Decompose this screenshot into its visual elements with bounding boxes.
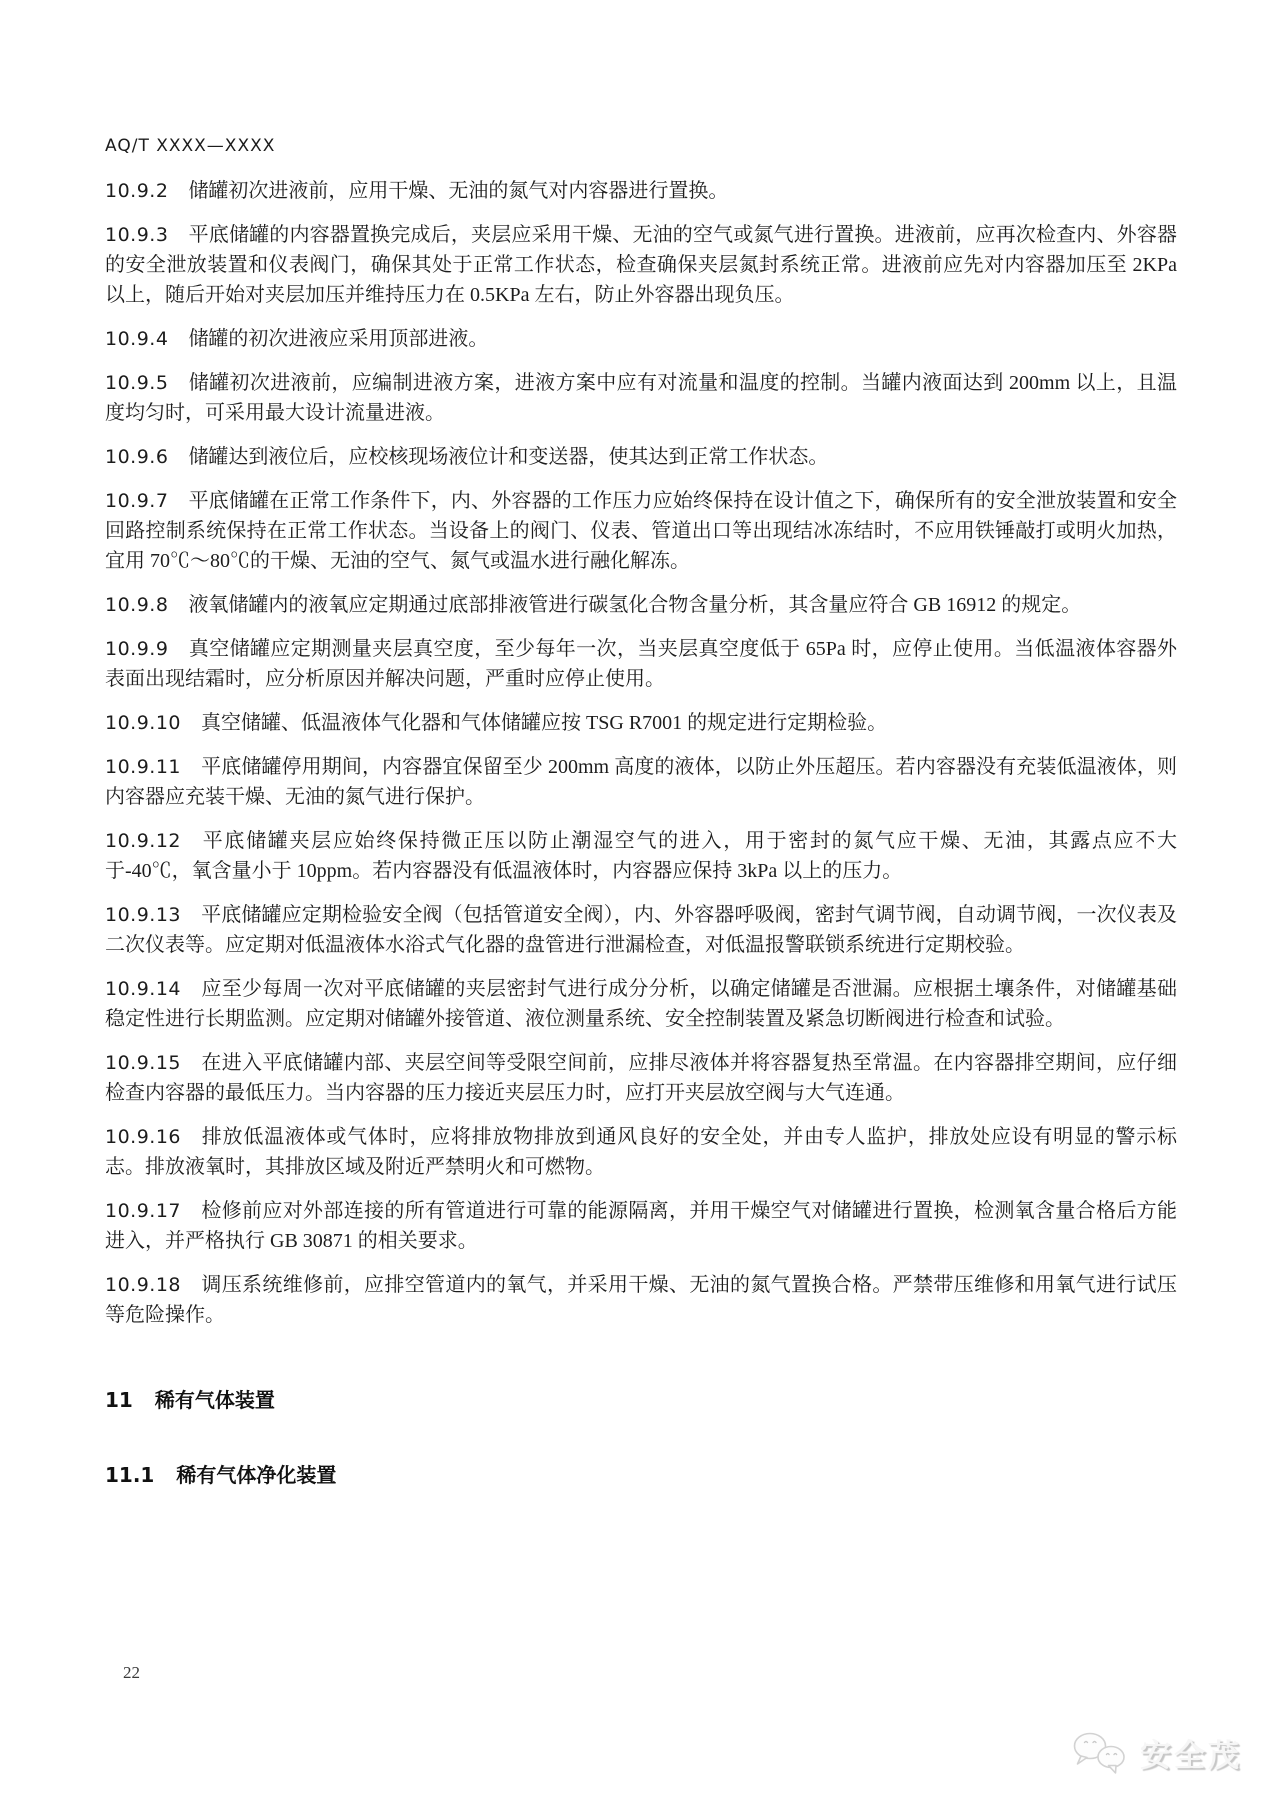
clause-list	[105, 176, 1177, 1330]
clause-paragraph	[105, 176, 1177, 206]
clause-number: 10.9.14	[105, 978, 182, 1000]
clause-text: 平底储罐应定期检验安全阀（包括管道安全阀），内、外容器呼吸阀，密封气调节阀，自动调节阀，一次仪表及二次仪表等。应定期对低温液体水浴式气化器的盘管进行泄漏检查，对低温报警联锁系统进行定期校验。	[105, 904, 1177, 956]
clause-number: 10.9.11	[105, 756, 182, 778]
clause-paragraph	[105, 1270, 1177, 1330]
section-number: 11.1	[105, 1463, 155, 1487]
clause-paragraph	[105, 1196, 1177, 1256]
clause-text: 储罐初次进液前，应用干燥、无油的氮气对内容器进行置换。	[188, 180, 729, 202]
clause-paragraph	[105, 590, 1177, 620]
clause-paragraph	[105, 1048, 1177, 1108]
section-title: 稀有气体净化装置	[176, 1465, 337, 1487]
clause-paragraph	[105, 486, 1177, 576]
clause-number: 10.9.2	[105, 180, 169, 202]
document-body	[105, 176, 1177, 1488]
clause-text: 液氧储罐内的液氧应定期通过底部排液管进行碳氢化合物含量分析，其含量应符合 GB 16912 的规定。	[188, 594, 1082, 616]
section-heading-11	[105, 1384, 1177, 1413]
standard-code-header: AQ/T XXXX—XXXX	[105, 136, 276, 156]
section-number: 11	[105, 1388, 133, 1412]
clause-text: 调压系统维修前，应排空管道内的氧气，并采用干燥、无油的氮气置换合格。严禁带压维修和用氧气进行试压等危险操作。	[105, 1274, 1177, 1326]
clause-paragraph	[105, 708, 1177, 738]
clause-number: 10.9.9	[105, 638, 169, 660]
clause-number: 10.9.15	[105, 1052, 182, 1074]
clause-paragraph	[105, 900, 1177, 960]
clause-text: 储罐初次进液前，应编制进液方案，进液方案中应有对流量和温度的控制。当罐内液面达到 200mm 以上，且温度均匀时，可采用最大设计流量进液。	[105, 372, 1177, 424]
clause-number: 10.9.13	[105, 904, 182, 926]
clause-text: 储罐的初次进液应采用顶部进液。	[188, 328, 489, 350]
clause-paragraph	[105, 442, 1177, 472]
section-heading-11-1	[105, 1459, 1177, 1488]
clause-text: 平底储罐的内容器置换完成后，夹层应采用干燥、无油的空气或氮气进行置换。进液前，应再次检查内、外容器的安全泄放装置和仪表阀门，确保其处于正常工作状态，检查确保夹层氮封系统正常。进液前应先对内容器加压至 2KPa 以上，随后开始对夹层加压并维持压力在 0.5KPa 左右，防止外容器出现负压。	[105, 224, 1177, 306]
clause-paragraph	[105, 220, 1177, 310]
clause-paragraph	[105, 974, 1177, 1034]
clause-number: 10.9.18	[105, 1274, 182, 1296]
clause-number: 10.9.4	[105, 328, 169, 350]
clause-number: 10.9.12	[105, 830, 182, 852]
clause-text: 平底储罐夹层应始终保持微正压以防止潮湿空气的进入，用于密封的氮气应干燥、无油，其露点应不大于-40℃，氧含量小于 10ppm。若内容器没有低温液体时，内容器应保持 3kPa 以上的压力。	[105, 830, 1177, 882]
clause-number: 10.9.17	[105, 1200, 182, 1222]
clause-number: 10.9.10	[105, 712, 182, 734]
clause-number: 10.9.7	[105, 490, 169, 512]
clause-text: 平底储罐在正常工作条件下，内、外容器的工作压力应始终保持在设计值之下，确保所有的安全泄放装置和安全回路控制系统保持在正常工作状态。当设备上的阀门、仪表、管道出口等出现结冰冻结时，不应用铁锤敲打或明火加热，宜用 70℃～80℃的干燥、无油的空气、氮气或温水进行融化解冻。	[105, 490, 1177, 572]
page-number: 22	[123, 1663, 140, 1682]
clause-text: 真空储罐应定期测量夹层真空度，至少每年一次，当夹层真空度低于 65Pa 时，应停止使用。当低温液体容器外表面出现结霜时，应分析原因并解决问题，严重时应停止使用。	[105, 638, 1177, 690]
watermark-text: 安全茂	[1140, 1738, 1242, 1773]
clause-text: 排放低温液体或气体时，应将排放物排放到通风良好的安全处，并由专人监护，排放处应设有明显的警示标志。排放液氧时，其排放区域及附近严禁明火和可燃物。	[105, 1126, 1177, 1178]
clause-text: 检修前应对外部连接的所有管道进行可靠的能源隔离，并用干燥空气对储罐进行置换，检测氧含量合格后方能进入，并严格执行 GB 30871 的相关要求。	[105, 1200, 1177, 1252]
clause-paragraph	[105, 1122, 1177, 1182]
clause-number: 10.9.16	[105, 1126, 182, 1148]
wechat-bubbles-icon	[1070, 1731, 1130, 1775]
clause-number: 10.9.8	[105, 594, 169, 616]
clause-text: 平底储罐停用期间，内容器宜保留至少 200mm 高度的液体，以防止外压超压。若内容器没有充装低温液体，则内容器应充装干燥、无油的氮气进行保护。	[105, 756, 1177, 808]
clause-paragraph	[105, 634, 1177, 694]
clause-number: 10.9.6	[105, 446, 169, 468]
clause-text: 储罐达到液位后，应校核现场液位计和变送器，使其达到正常工作状态。	[188, 446, 829, 468]
clause-paragraph	[105, 368, 1177, 428]
clause-number: 10.9.3	[105, 224, 169, 246]
clause-text: 应至少每周一次对平底储罐的夹层密封气进行成分分析，以确定储罐是否泄漏。应根据土壤条件，对储罐基础稳定性进行长期监测。应定期对储罐外接管道、液位测量系统、安全控制装置及紧急切断阀进行检查和试验。	[105, 978, 1177, 1030]
clause-paragraph	[105, 826, 1177, 886]
watermark	[1070, 1730, 1242, 1775]
section-title: 稀有气体装置	[154, 1390, 275, 1412]
clause-paragraph	[105, 752, 1177, 812]
clause-text: 在进入平底储罐内部、夹层空间等受限空间前，应排尽液体并将容器复热至常温。在内容器排空期间，应仔细检查内容器的最低压力。当内容器的压力接近夹层压力时，应打开夹层放空阀与大气连通。	[105, 1052, 1177, 1104]
clause-paragraph	[105, 324, 1177, 354]
clause-text: 真空储罐、低温液体气化器和气体储罐应按 TSG R7001 的规定进行定期检验。	[201, 712, 888, 734]
clause-number: 10.9.5	[105, 372, 169, 394]
